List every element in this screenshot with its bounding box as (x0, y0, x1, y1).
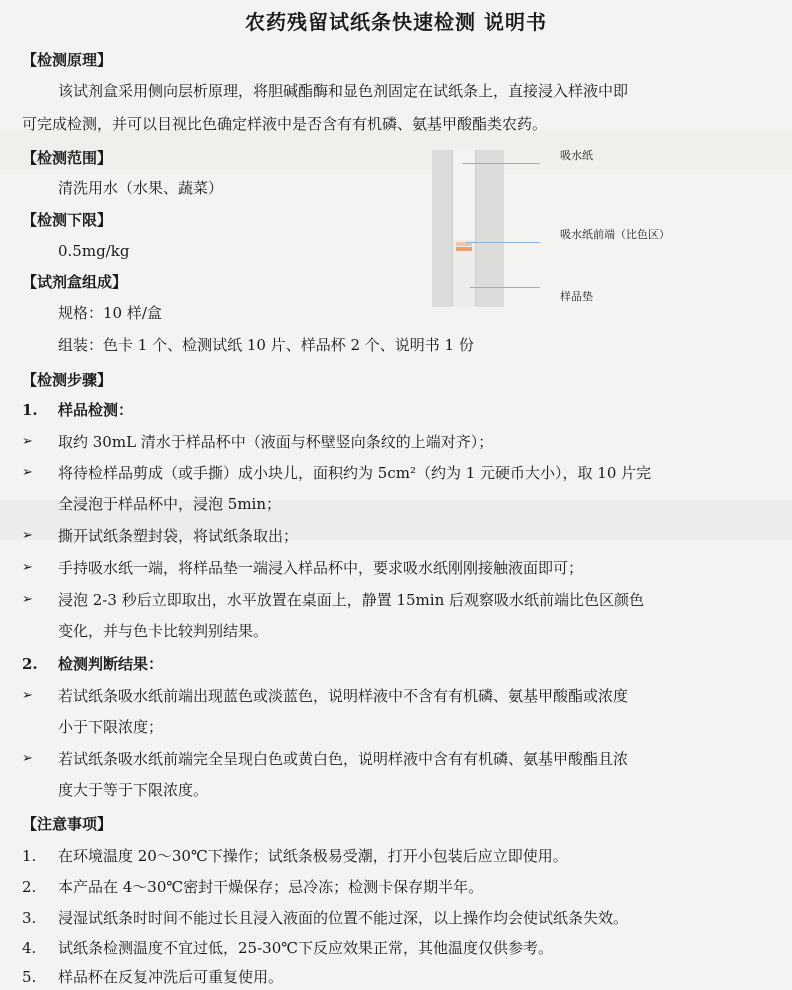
step-bullet: 取约 30mL 清水于样品杯中（液面与杯壁竖向条纹的上端对齐）； (58, 433, 494, 451)
note-number: 5. (22, 968, 37, 986)
test-strip-figure (432, 150, 504, 307)
section-heading-notes: 【注意事项】 (22, 815, 113, 833)
bullet-icon: ➢ (22, 528, 33, 543)
kit-assembly: 组装：色卡 1 个、检测试纸 10 片、样品杯 2 个、说明书 1 份 (58, 336, 474, 354)
step-number: 1. (22, 401, 38, 419)
scope-text: 清洗用水（水果、蔬菜） (58, 179, 224, 197)
result-bullet: 若试纸条吸水纸前端出现蓝色或淡蓝色，说明样液中不含有有机磷、氨基甲酸酯或浓度 (58, 687, 629, 705)
note-number: 4. (22, 939, 37, 957)
leader-line (462, 163, 540, 164)
result-bullet: 若试纸条吸水纸前端完全呈现白色或黄白色，说明样液中含有有机磷、氨基甲酸酯且浓 (58, 750, 629, 768)
principle-text-line1: 该试剂盒采用侧向层析原理，将胆碱酯酶和显色剂固定在试纸条上，直接浸入样液中即 (58, 82, 629, 100)
step-bullet: 将待检样品剪成（或手撕）成小块儿，面积约为 5cm²（约为 1 元硬币大小），取 10 片完 (58, 464, 652, 482)
leader-line (466, 242, 540, 243)
step-bullet: 浸泡 2-3 秒后立即取出，水平放置在桌面上，静置 15min 后观察吸水纸前端比色区颜色 (58, 591, 644, 609)
step-bullet: 手持吸水纸一端，将样品垫一端浸入样品杯中，要求吸水纸刚刚接触液面即可； (58, 559, 584, 577)
step-bullet-continued: 变化，并与色卡比较判别结果。 (58, 622, 269, 640)
note-number: 2. (22, 878, 37, 896)
bullet-icon: ➢ (22, 751, 33, 766)
test-strip (452, 150, 476, 307)
note-item: 在环境温度 20～30℃下操作；试纸条极易受潮，打开小包装后应立即使用。 (58, 847, 568, 865)
result-bullet-continued: 小于下限浓度； (58, 718, 164, 736)
step-number: 2. (22, 655, 38, 673)
step-bullet-continued: 全浸泡于样品杯中，浸泡 5min； (58, 495, 281, 513)
section-heading-principle: 【检测原理】 (22, 51, 113, 69)
limit-text: 0.5mg/kg (58, 242, 130, 260)
note-number: 1. (22, 847, 37, 865)
note-item: 本产品在 4～30℃密封干燥保存；忌冷冻；检测卡保存期半年。 (58, 878, 484, 896)
note-number: 3. (22, 909, 37, 927)
scan-shade (0, 130, 792, 170)
kit-spec: 规格：10 样/盒 (58, 304, 162, 322)
color-zone-band (456, 247, 472, 251)
bullet-icon: ➢ (22, 592, 33, 607)
label-absorbent: 吸水纸 (560, 149, 593, 162)
bullet-icon: ➢ (22, 434, 33, 449)
principle-text-line2: 可完成检测，并可以目视比色确定样液中是否含有有机磷、氨基甲酸酯类农药。 (22, 115, 548, 133)
bullet-icon: ➢ (22, 560, 33, 575)
note-item: 样品杯在反复冲洗后可重复使用。 (58, 968, 284, 986)
leader-line (470, 287, 540, 288)
note-item: 浸湿试纸条时时间不能过长且浸入液面的位置不能过深，以上操作均会使试纸条失效。 (58, 909, 629, 927)
result-bullet-continued: 度大于等于下限浓度。 (58, 781, 209, 799)
step-title: 检测判断结果： (58, 655, 164, 673)
label-front: 吸水纸前端（比色区） (560, 228, 670, 241)
section-heading-limit: 【检测下限】 (22, 211, 113, 229)
note-item: 试纸条检测温度不宜过低，25-30℃下反应效果正常，其他温度仅供参考。 (58, 939, 554, 957)
section-heading-steps: 【检测步骤】 (22, 371, 113, 389)
section-heading-scope: 【检测范围】 (22, 149, 113, 167)
step-title: 样品检测： (58, 401, 134, 419)
label-pad: 样品垫 (560, 290, 593, 303)
section-heading-kit: 【试剂盒组成】 (22, 273, 128, 291)
bullet-icon: ➢ (22, 465, 33, 480)
step-bullet: 撕开试纸条塑封袋，将试纸条取出； (58, 527, 299, 545)
bullet-icon: ➢ (22, 688, 33, 703)
document-title: 农药残留试纸条快速检测 说明书 (245, 10, 547, 34)
